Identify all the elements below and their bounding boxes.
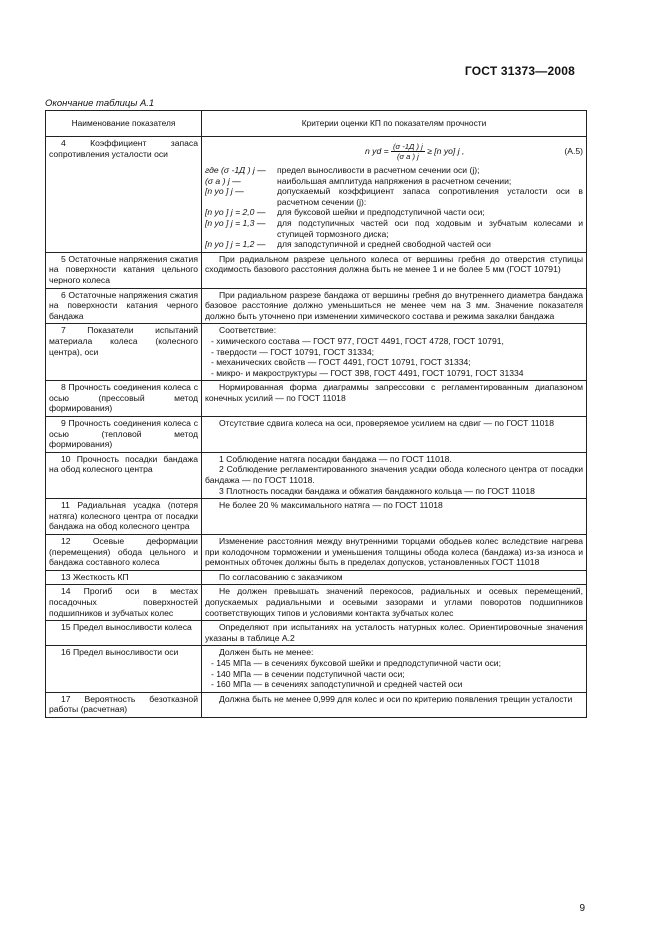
row-criteria: Изменение расстояния между внутренними торцами ободьев колес вследствие нагрева при колодочном торможении и уменьшения толщины обода колеса (бандажа) из-за износа и ремонтных обточек должны быть в пределах допусков, установленных ГОСТ 11018 <box>205 536 583 568</box>
row-criteria <box>202 324 587 381</box>
criteria-table <box>45 110 587 718</box>
row-intro: Соответствие: <box>219 325 277 336</box>
row-name: 6 Остаточные напряжения сжатия на поверхности катания черного бандажа <box>46 288 202 324</box>
def-text: для заподступичной и средней свободной частей оси <box>277 239 491 250</box>
table-row <box>46 137 587 253</box>
list-item: - химического состава — ГОСТ 977, ГОСТ 4491, ГОСТ 4728, ГОСТ 10791, <box>211 335 504 346</box>
row-criteria: Нормированная форма диаграммы запрессовки с регламентированным диапазоном конечных усилий — по ГОСТ 11018 <box>205 382 583 403</box>
table-caption: Окончание таблицы А.1 <box>45 98 155 109</box>
row-name: 10 Прочность посадки бандажа на обод колесного центра <box>46 452 202 498</box>
table-row <box>46 570 587 585</box>
row-name: 14 Прогиб оси в местах посадочных поверхностей подшипников и зубчатых колес <box>46 585 202 621</box>
table-row <box>46 499 587 535</box>
def-symbol: [n уо ] j — <box>205 186 244 197</box>
table-row <box>46 324 587 381</box>
row-name: 7 Показатели испытаний материала колеса (колесного центра), оси <box>46 324 202 381</box>
column-header-criteria: Критерии оценки КП по показателям прочности <box>202 111 587 137</box>
table-row <box>46 585 587 621</box>
list-item: 2 Соблюдение регламентированного значения усадки обода колесного центра от посадки бандажа — по ГОСТ 11018. <box>205 464 583 486</box>
row-criteria <box>202 137 587 253</box>
def-text: допускаемый коэффициент запаса сопротивления усталости оси в расчетном сечении (j): <box>277 186 583 207</box>
row-name: 16 Предел выносливости оси <box>46 646 202 692</box>
formula-numerator: (σ -1Д ) j <box>393 142 423 151</box>
def-symbol: где (σ -1Д ) j — <box>205 165 266 175</box>
row-name: 13 Жесткость КП <box>46 570 202 585</box>
table-row <box>46 692 587 717</box>
row-criteria: Не должен превышать значений перекосов, радиальных и осевых перемещений, допускаемых радиальными и осевыми зазорами и углами поворотов подшипников соответствующих типов и условиями контакта зубчатых колес <box>205 586 583 618</box>
table-row <box>46 452 587 498</box>
list-item: - механических свойств — ГОСТ 4491, ГОСТ 10791, ГОСТ 31334; <box>211 357 471 368</box>
row-name: 8 Прочность соединения колеса с осью (прессовый метод формирования) <box>46 381 202 417</box>
row-criteria: Определяют при испытаниях на усталость натурных колес. Ориентировочные значения указаны в таблице А.2 <box>205 622 583 643</box>
table-row <box>46 417 587 453</box>
table-row <box>46 381 587 417</box>
formula-lhs: n уd = <box>364 145 389 156</box>
def-text: для подступичных частей оси под ходовым и зубчатым колесами и ступицей тормозного диска; <box>277 217 583 239</box>
page-number: 9 <box>579 903 585 914</box>
list-item: 3 Плотность посадки бандажа и обжатия бандажного кольца — по ГОСТ 11018 <box>219 485 535 496</box>
formula-fraction <box>391 142 425 161</box>
row-criteria: Не более 20 % максимального натяга — по ГОСТ 11018 <box>219 500 443 511</box>
row-criteria <box>202 646 587 692</box>
table-row <box>46 252 587 288</box>
formula-number: (А.5) <box>564 146 583 157</box>
def-symbol: [n уо ] j = 1,3 — <box>205 217 266 228</box>
row-criteria: По согласованию с заказчиком <box>219 571 343 582</box>
row-name: 11 Радиальная усадка (потеря натяга) колесного центра от посадки бандажа на обод колесного центра <box>46 499 202 535</box>
list-item: - твердости — ГОСТ 10791, ГОСТ 31334; <box>211 346 374 357</box>
formula-a5 <box>205 142 583 161</box>
standard-code-header: ГОСТ 31373—2008 <box>464 64 575 78</box>
def-symbol: (σ a ) j — <box>205 175 241 186</box>
list-item: - 160 МПа — в сечениях заподступичной и средней частей оси <box>211 679 463 690</box>
column-header-name: Наименование показателя <box>46 111 202 137</box>
row-name: 17 Вероятность безотказной работы (расчетная) <box>46 692 202 717</box>
list-item: 1 Соблюдение натяга посадки бандажа — по ГОСТ 11018. <box>219 453 452 464</box>
formula-denominator: (σ a ) j <box>396 152 419 161</box>
formula-rhs: ≥ [n уо] j , <box>427 145 465 156</box>
row-criteria: Должна быть не менее 0,999 для колес и оси по критерию появления трещин усталости <box>219 693 573 704</box>
table-row <box>46 646 587 692</box>
def-symbol: [n уо ] j = 2,0 — <box>205 207 266 218</box>
row-name: 5 Остаточные напряжения сжатия на поверхности катания цельного черного колеса <box>46 252 202 288</box>
row-criteria <box>202 452 587 498</box>
table-row <box>46 535 587 571</box>
table-row <box>46 621 587 646</box>
list-item: - 140 МПа — в сечении подступичной части оси; <box>211 668 405 679</box>
table-row <box>46 288 587 324</box>
table-header-row <box>46 111 587 137</box>
def-text: наибольшая амплитуда напряжения в расчетном сечении; <box>277 175 512 186</box>
def-text: предел выносливости в расчетном сечении оси (j); <box>277 165 480 175</box>
list-item: - микро- и макроструктуры — ГОСТ 398, ГОСТ 4491, ГОСТ 10791, ГОСТ 31334 <box>211 367 524 378</box>
row-criteria: При радиальном разрезе бандажа от вершины гребня до внутреннего диаметра бандажа базовое расстояние должно уменьшиться не менее чем на 3 мм. Значение показателя должно быть уточнено при изменении химического состава и режима закалки бандажа <box>205 289 583 321</box>
row-criteria: При радиальном разрезе цельного колеса от вершины гребня до отверстия ступицы сходимость базового расстояния должна быть не менее 1 и не более 5 мм (ГОСТ 10791) <box>205 253 583 275</box>
row-name: 15 Предел выносливости колеса <box>46 621 202 646</box>
def-symbol: [n уо ] j = 1,2 — <box>205 239 266 250</box>
list-item: - 145 МПа — в сечениях буксовой шейки и предподступичной части оси; <box>211 657 501 668</box>
row-name: 12 Осевые деформации (перемещения) обода цельного и бандажа составного колеса <box>46 535 202 571</box>
formula-definitions <box>205 165 583 250</box>
row-criteria: Отсутствие сдвига колеса на оси, проверяемое усилием на сдвиг — по ГОСТ 11018 <box>219 418 554 429</box>
def-text: для буксовой шейки и предподступичной части оси; <box>277 207 485 218</box>
row-name: 4 Коэффициент запаса сопротивления усталости оси <box>46 137 202 253</box>
row-name: 9 Прочность соединения колеса с осью (тепловой метод формирования) <box>46 417 202 453</box>
row-intro: Должен быть не менее: <box>219 647 314 658</box>
